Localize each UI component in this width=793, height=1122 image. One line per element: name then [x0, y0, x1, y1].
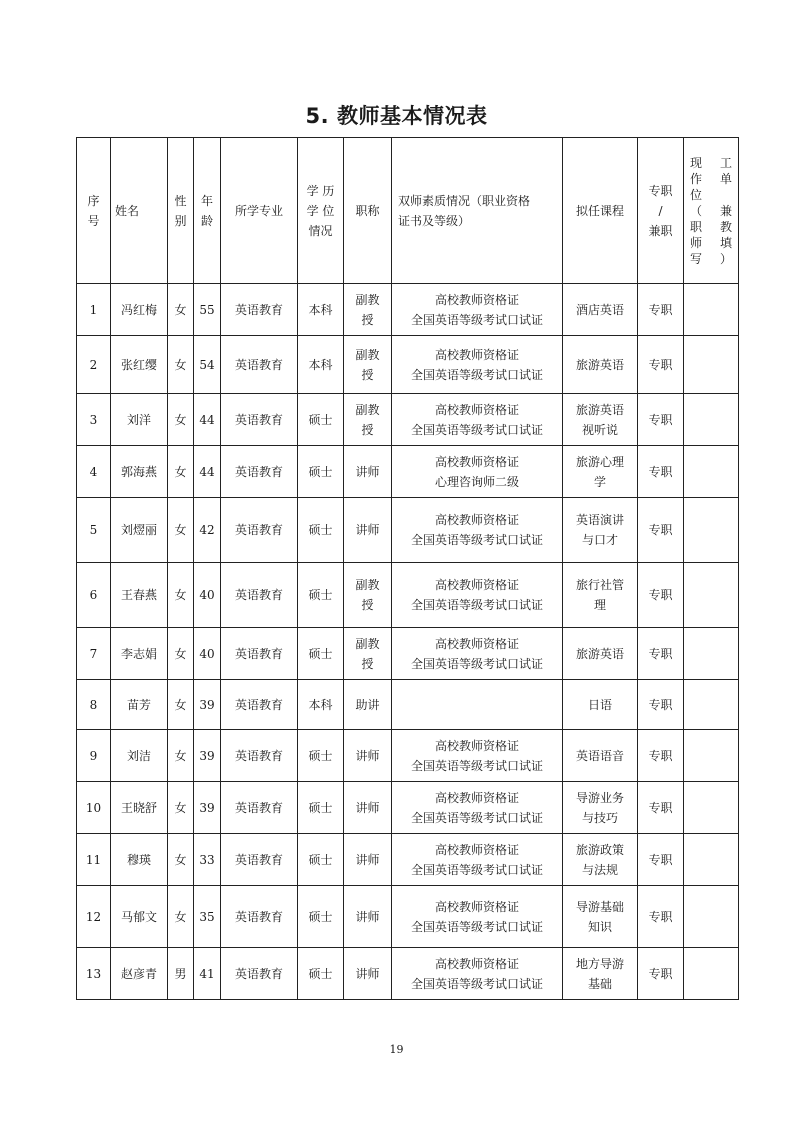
- header-course: 拟任课程: [563, 138, 638, 284]
- cell-gender: 女: [168, 394, 194, 446]
- cell-course-line: 日语: [587, 697, 612, 712]
- cell-fulltime: 专职: [638, 680, 684, 730]
- header-name: 姓名: [111, 138, 168, 284]
- cell-gender: 女: [168, 284, 194, 336]
- cell-index: 3: [77, 394, 111, 446]
- cell-rank: [344, 563, 392, 628]
- cell-course: [563, 284, 638, 336]
- header-major: 所学专业: [221, 138, 298, 284]
- cell-qualification: [392, 948, 563, 1000]
- cell-index: 8: [77, 680, 111, 730]
- cell-name: 穆瑛: [111, 834, 168, 886]
- cell-name: 李志娟: [111, 628, 168, 680]
- cell-fulltime: 专职: [638, 886, 684, 948]
- cell-course: [563, 680, 638, 730]
- cell-course-line: 英语语音: [575, 748, 624, 763]
- cell-rank-line: 副教: [355, 578, 380, 592]
- cell-course-line: 理: [593, 598, 606, 612]
- cell-qualification-line: 高校教师资格证: [434, 292, 519, 307]
- cell-name: 刘洋: [111, 394, 168, 446]
- cell-name: 刘熤丽: [111, 498, 168, 563]
- cell-course-line: 与口才: [581, 533, 618, 547]
- cell-degree: 硕士: [298, 948, 344, 1000]
- cell-age: 40: [194, 563, 221, 628]
- cell-fulltime: 专职: [638, 336, 684, 394]
- cell-qualification-line: 全国英语等级考试口试证: [410, 312, 543, 327]
- cell-qualification-line: 高校教师资格证: [434, 578, 519, 592]
- cell-index: 2: [77, 336, 111, 394]
- cell-rank: [344, 498, 392, 563]
- cell-major: 英语教育: [221, 394, 298, 446]
- cell-index: 11: [77, 834, 111, 886]
- cell-qualification-line: 全国英语等级考试口试证: [410, 656, 543, 671]
- cell-rank: [344, 834, 392, 886]
- cell-course: [563, 563, 638, 628]
- cell-name: 郭海燕: [111, 446, 168, 498]
- cell-employer: [684, 680, 739, 730]
- cell-name: 苗芳: [111, 680, 168, 730]
- cell-course-line: 旅行社管: [575, 578, 624, 592]
- cell-major: 英语教育: [221, 834, 298, 886]
- cell-age: 42: [194, 498, 221, 563]
- cell-major: 英语教育: [221, 680, 298, 730]
- table-row: [77, 680, 739, 730]
- cell-major: 英语教育: [221, 730, 298, 782]
- table-row: [77, 948, 739, 1000]
- cell-rank: [344, 446, 392, 498]
- cell-course-line: 旅游英语: [575, 357, 624, 372]
- cell-qualification-line: 高校教师资格证: [434, 636, 519, 651]
- cell-name: 冯红梅: [111, 284, 168, 336]
- cell-qualification-line: 全国英语等级考试口试证: [410, 976, 543, 991]
- cell-qualification-line: 全国英语等级考试口试证: [410, 598, 543, 612]
- cell-gender: 女: [168, 834, 194, 886]
- table-row: [77, 446, 739, 498]
- cell-qualification-line: 全国英语等级考试口试证: [410, 533, 543, 547]
- cell-qualification-line: 高校教师资格证: [434, 956, 519, 971]
- cell-qualification-line: 全国英语等级考试口试证: [410, 758, 543, 773]
- cell-gender: 女: [168, 730, 194, 782]
- table-row: [77, 628, 739, 680]
- cell-fulltime: 专职: [638, 948, 684, 1000]
- cell-employer: [684, 394, 739, 446]
- cell-rank: [344, 394, 392, 446]
- cell-course-line: 基础: [587, 976, 612, 991]
- cell-age: 40: [194, 628, 221, 680]
- cell-rank: [344, 336, 392, 394]
- cell-course-line: 旅游英语: [575, 402, 624, 417]
- header-row: [77, 138, 739, 284]
- cell-age: 54: [194, 336, 221, 394]
- table-body: [77, 284, 739, 1000]
- cell-index: 5: [77, 498, 111, 563]
- cell-rank: [344, 284, 392, 336]
- table-row: [77, 886, 739, 948]
- cell-course-line: 导游基础: [575, 899, 624, 914]
- cell-age: 41: [194, 948, 221, 1000]
- page-number: 19: [389, 1043, 404, 1056]
- cell-major: 英语教育: [221, 336, 298, 394]
- cell-degree: 本科: [298, 284, 344, 336]
- cell-rank-line: 讲师: [355, 909, 380, 924]
- cell-major: 英语教育: [221, 628, 298, 680]
- cell-qualification-line: 高校教师资格证: [434, 790, 519, 805]
- page-title: 5. 教师基本情况表: [305, 104, 488, 128]
- cell-gender: 女: [168, 336, 194, 394]
- cell-qualification: [392, 886, 563, 948]
- cell-course-line: 旅游英语: [575, 646, 624, 661]
- cell-gender: 女: [168, 498, 194, 563]
- cell-age: 44: [194, 394, 221, 446]
- cell-age: 39: [194, 782, 221, 834]
- table-row: [77, 498, 739, 563]
- cell-rank: [344, 680, 392, 730]
- cell-course: [563, 628, 638, 680]
- cell-rank-line: 副教: [355, 636, 380, 651]
- cell-rank-line: 授: [361, 422, 374, 437]
- table-row: [77, 730, 739, 782]
- cell-course: [563, 948, 638, 1000]
- cell-degree: 硕士: [298, 782, 344, 834]
- cell-gender: 女: [168, 680, 194, 730]
- cell-qualification: [392, 284, 563, 336]
- cell-qualification-line: 高校教师资格证: [434, 454, 519, 469]
- cell-fulltime: 专职: [638, 284, 684, 336]
- cell-rank-line: 助讲: [355, 697, 380, 712]
- cell-fulltime: 专职: [638, 394, 684, 446]
- cell-degree: 本科: [298, 680, 344, 730]
- cell-employer: [684, 628, 739, 680]
- cell-rank-line: 副教: [355, 402, 380, 417]
- cell-rank-line: 副教: [355, 347, 380, 362]
- cell-rank-line: 副教: [355, 292, 380, 307]
- cell-index: 4: [77, 446, 111, 498]
- cell-qualification-line: 全国英语等级考试口试证: [410, 919, 543, 934]
- cell-qualification: [392, 782, 563, 834]
- cell-age: 39: [194, 680, 221, 730]
- cell-gender: 女: [168, 563, 194, 628]
- cell-gender: 女: [168, 782, 194, 834]
- cell-degree: 硕士: [298, 498, 344, 563]
- cell-employer: [684, 782, 739, 834]
- cell-course: [563, 886, 638, 948]
- cell-employer: [684, 498, 739, 563]
- cell-index: 6: [77, 563, 111, 628]
- table-row: [77, 336, 739, 394]
- cell-qualification-line: 全国英语等级考试口试证: [410, 810, 543, 825]
- cell-rank: [344, 948, 392, 1000]
- cell-course-line: 英语演讲: [575, 513, 624, 527]
- cell-qualification-line: 高校教师资格证: [434, 513, 519, 527]
- cell-qualification: [392, 834, 563, 886]
- cell-qualification-line: 全国英语等级考试口试证: [410, 862, 543, 877]
- cell-degree: 硕士: [298, 834, 344, 886]
- cell-employer: [684, 730, 739, 782]
- cell-course: [563, 394, 638, 446]
- cell-age: 44: [194, 446, 221, 498]
- cell-fulltime: 专职: [638, 628, 684, 680]
- teacher-table: [76, 137, 739, 1000]
- cell-course: [563, 730, 638, 782]
- cell-rank: [344, 886, 392, 948]
- cell-qualification: [392, 394, 563, 446]
- cell-course-line: 旅游政策: [575, 842, 624, 857]
- header-degree: 学 历 学 位 情况: [298, 138, 344, 284]
- cell-fulltime: 专职: [638, 446, 684, 498]
- cell-course: [563, 446, 638, 498]
- header-qualification: 双师素质情况（职业资格 证书及等级）: [392, 138, 563, 284]
- cell-employer: [684, 446, 739, 498]
- table-row: [77, 782, 739, 834]
- cell-rank-line: 授: [361, 656, 374, 671]
- table-row: [77, 284, 739, 336]
- cell-major: 英语教育: [221, 498, 298, 563]
- cell-degree: 硕士: [298, 730, 344, 782]
- cell-course-line: 与技巧: [581, 810, 618, 825]
- table-row: [77, 563, 739, 628]
- cell-degree: 硕士: [298, 886, 344, 948]
- cell-rank: [344, 782, 392, 834]
- cell-gender: 女: [168, 446, 194, 498]
- cell-age: 39: [194, 730, 221, 782]
- header-age: 年 龄: [194, 138, 221, 284]
- cell-major: 英语教育: [221, 886, 298, 948]
- cell-course: [563, 498, 638, 563]
- cell-rank-line: 讲师: [355, 800, 380, 815]
- header-index: 序 号: [77, 138, 111, 284]
- cell-name: 赵彦青: [111, 948, 168, 1000]
- cell-fulltime: 专职: [638, 834, 684, 886]
- cell-qualification: [392, 563, 563, 628]
- cell-qualification: [392, 680, 563, 730]
- cell-qualification-line: 高校教师资格证: [434, 738, 519, 753]
- cell-index: 9: [77, 730, 111, 782]
- cell-qualification-line: 高校教师资格证: [434, 402, 519, 417]
- cell-rank-line: 讲师: [355, 464, 380, 479]
- cell-age: 35: [194, 886, 221, 948]
- cell-index: 1: [77, 284, 111, 336]
- cell-qualification-line: 心理咨询师二级: [434, 474, 519, 489]
- cell-course-line: 与法规: [581, 862, 618, 877]
- table-row: [77, 834, 739, 886]
- cell-major: 英语教育: [221, 446, 298, 498]
- cell-qualification: [392, 730, 563, 782]
- cell-course-line: 学: [593, 474, 606, 489]
- cell-gender: 男: [168, 948, 194, 1000]
- cell-employer: [684, 948, 739, 1000]
- cell-degree: 硕士: [298, 563, 344, 628]
- table-row: [77, 394, 739, 446]
- cell-course-line: 酒店英语: [575, 302, 624, 317]
- cell-qualification-line: 高校教师资格证: [434, 842, 519, 857]
- cell-major: 英语教育: [221, 948, 298, 1000]
- cell-name: 王春燕: [111, 563, 168, 628]
- cell-qualification-line: 全国英语等级考试口试证: [410, 422, 543, 437]
- cell-qualification: [392, 628, 563, 680]
- cell-index: 7: [77, 628, 111, 680]
- cell-qualification: [392, 336, 563, 394]
- header-gender: 性 别: [168, 138, 194, 284]
- cell-course: [563, 782, 638, 834]
- cell-employer: [684, 886, 739, 948]
- cell-age: 33: [194, 834, 221, 886]
- cell-rank: [344, 730, 392, 782]
- cell-major: 英语教育: [221, 284, 298, 336]
- cell-gender: 女: [168, 628, 194, 680]
- cell-index: 13: [77, 948, 111, 1000]
- header-employer: 现 工 作 单 位 （ 兼 职 教 师 填 写）: [684, 138, 739, 284]
- cell-rank-line: 授: [361, 312, 374, 327]
- cell-rank-line: 授: [361, 598, 374, 612]
- cell-rank-line: 授: [361, 367, 374, 382]
- cell-course-line: 旅游心理: [575, 454, 624, 469]
- cell-degree: 硕士: [298, 628, 344, 680]
- cell-fulltime: 专职: [638, 730, 684, 782]
- cell-course-line: 地方导游: [575, 956, 624, 971]
- cell-qualification-line: 高校教师资格证: [434, 899, 519, 914]
- cell-rank-line: 讲师: [355, 852, 380, 867]
- cell-index: 10: [77, 782, 111, 834]
- cell-employer: [684, 284, 739, 336]
- cell-course: [563, 834, 638, 886]
- cell-course-line: 视听说: [581, 422, 618, 437]
- cell-rank: [344, 628, 392, 680]
- cell-fulltime: 专职: [638, 563, 684, 628]
- cell-fulltime: 专职: [638, 782, 684, 834]
- cell-name: 刘洁: [111, 730, 168, 782]
- cell-index: 12: [77, 886, 111, 948]
- cell-name: 马郁文: [111, 886, 168, 948]
- cell-name: 张红缨: [111, 336, 168, 394]
- cell-major: 英语教育: [221, 563, 298, 628]
- cell-qualification-line: 高校教师资格证: [434, 347, 519, 362]
- cell-rank-line: 讲师: [355, 748, 380, 763]
- cell-degree: 硕士: [298, 394, 344, 446]
- cell-course-line: 导游业务: [575, 790, 624, 805]
- cell-degree: 本科: [298, 336, 344, 394]
- cell-employer: [684, 834, 739, 886]
- cell-course: [563, 336, 638, 394]
- cell-rank-line: 讲师: [355, 966, 380, 981]
- cell-qualification: [392, 446, 563, 498]
- header-rank: 职称: [344, 138, 392, 284]
- cell-course-line: 知识: [587, 919, 612, 934]
- cell-rank-line: 讲师: [355, 523, 380, 537]
- cell-major: 英语教育: [221, 782, 298, 834]
- cell-employer: [684, 336, 739, 394]
- cell-employer: [684, 563, 739, 628]
- cell-gender: 女: [168, 886, 194, 948]
- header-fulltime: 专职 / 兼职: [638, 138, 684, 284]
- cell-qualification-line: 全国英语等级考试口试证: [410, 367, 543, 382]
- cell-degree: 硕士: [298, 446, 344, 498]
- cell-fulltime: 专职: [638, 498, 684, 563]
- cell-qualification: [392, 498, 563, 563]
- cell-age: 55: [194, 284, 221, 336]
- cell-name: 王晓舒: [111, 782, 168, 834]
